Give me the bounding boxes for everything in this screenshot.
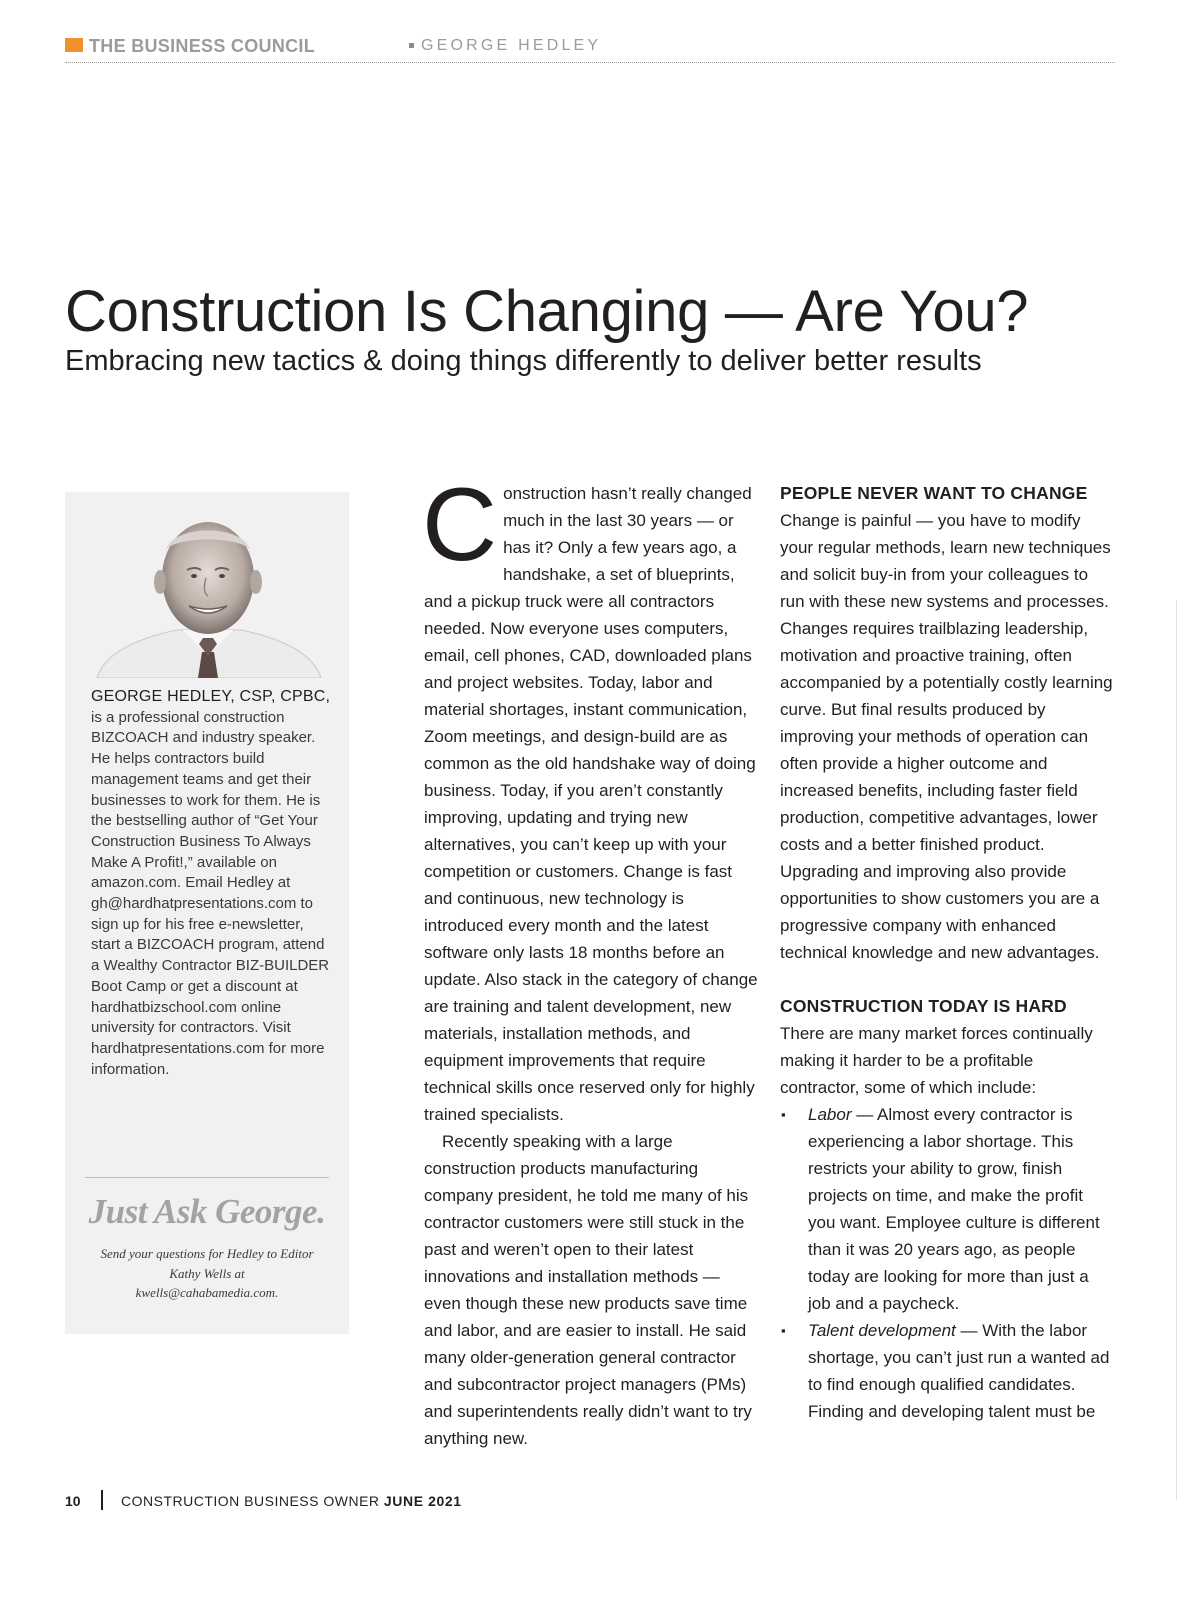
article-headline: Construction Is Changing — Are You? <box>65 279 1029 344</box>
bullet-icon: ▪ <box>781 1323 786 1338</box>
section-heading: PEOPLE NEVER WANT TO CHANGE <box>780 483 1088 503</box>
market-forces-list <box>780 1101 1115 1425</box>
list-item-term: Labor <box>808 1105 852 1124</box>
section-accent-square <box>65 38 83 52</box>
issue-date: JUNE 2021 <box>383 1493 462 1509</box>
section-name: THE BUSINESS COUNCIL <box>89 36 316 56</box>
magazine-title: CONSTRUCTION BUSINESS OWNER <box>121 1493 380 1509</box>
author-bio <box>91 687 336 1080</box>
article-intro-text: onstruction hasn’t really changed much in the last 30 years — or has it? Only a few years ago, a handshake, a set of blueprints, and a pickup truck were all contractors needed. Now everyone uses computers, email, cell phones, CAD, downloaded plans and project websites. Today, labor and material shortages, instant communication, Zoom meetings, and design-build are as common as the old handshake way of doing business. Today, if you aren’t constantly improving, updating and trying new alternatives, you can’t keep up with your competition or customers. Change is fast and continuous, new technology is introduced every month and the latest software only lasts 18 months before an update. Also stack in the category of change are training and talent development, new materials, installation methods, and equipment improvements that require technical skills once reserved only for highly trained specialists. <box>424 484 758 1124</box>
list-item-text: — With the labor shortage, you can’t just run a wanted ad to find enough qualified candidates. Finding and developing talent must be <box>808 1321 1110 1421</box>
page-number: 10 <box>65 1493 81 1509</box>
separator-dot <box>409 43 414 48</box>
page-edge-line <box>1176 600 1177 1500</box>
author-name: GEORGE HEDLEY, CSP, CPBC, <box>91 688 331 705</box>
list-item <box>780 1101 1115 1317</box>
author-sidebar <box>65 492 349 1334</box>
just-ask-george-title: Just Ask George. <box>88 1192 326 1231</box>
article-paragraph: Recently speaking with a large construction products manufacturing company president, he told me many of his contractor customers were still stuck in the past and weren’t open to their latest innovations and installation methods — even though these new products save time and labor, and are easier to install. He said many older-generation general contractor and subcontractor project managers (PMs) and superintendents really didn’t want to try anything new. <box>424 1132 752 1448</box>
list-item-term: Talent development <box>808 1321 956 1340</box>
column-author: GEORGE HEDLEY <box>421 37 602 54</box>
bullet-icon: ▪ <box>781 1107 786 1122</box>
list-item <box>780 1317 1115 1425</box>
list-item-text: — Almost every contractor is experiencing a labor shortage. This restricts your ability to grow, finish projects on time, and make the profit you want. Employee culture is different than it was 20 years ago, as people today are looking for more than just a job and a paycheck. <box>808 1105 1100 1313</box>
article-column-middle <box>422 467 760 1452</box>
sidebar-divider <box>85 1177 329 1178</box>
magazine-name <box>121 1493 462 1509</box>
section-heading: CONSTRUCTION TODAY IS HARD <box>780 996 1067 1016</box>
author-bio-text: is a professional construction BIZCOACH and industry speaker. He helps contractors build management teams and get their businesses to work for them. He is the bestselling author of “Get Your Construction Business To Always Make A Profit!,” available on amazon.com. Email Hedley at gh@hardhatpresentations.com to sign up for his free e-newsletter, start a BIZCOACH program, attend a Wealthy Contractor BIZ-BUILDER Boot Camp or get a discount at hardhatbizschool.com online university for contractors. Visit hardhatpresentations.com for more information. <box>91 708 330 1078</box>
footer-divider <box>101 1490 103 1510</box>
article-column-right <box>780 480 1115 1425</box>
article-paragraph: There are many market forces continually making it harder to be a profitable contractor, some of which include: <box>780 1024 1093 1097</box>
article-intro-paragraph <box>422 467 760 1128</box>
author-portrait <box>91 506 325 678</box>
article-paragraph: Change is painful — you have to modify your regular methods, learn new techniques and solicit buy-in from your colleagues to run with these new systems and processes. Changes requires trailblazing leadership, motivation and proactive training, often accompanied by a potentially costly learning curve. But final results produced by improving your methods of operation can often provide a higher outcome and increased benefits, including faster field production, competitive advantages, lower costs and a better finished product. Upgrading and improving also provide opportunities to show customers you are a progressive company with enhanced technical knowledge and new advantages. <box>780 511 1113 962</box>
questions-note: Send your questions for Hedley to Editor Kathy Wells at kwells@cahabamedia.com. <box>100 1246 314 1300</box>
running-head <box>65 36 1115 63</box>
drop-cap: C <box>422 467 498 583</box>
article-deck: Embracing new tactics & doing things differently to deliver better results <box>65 345 982 377</box>
